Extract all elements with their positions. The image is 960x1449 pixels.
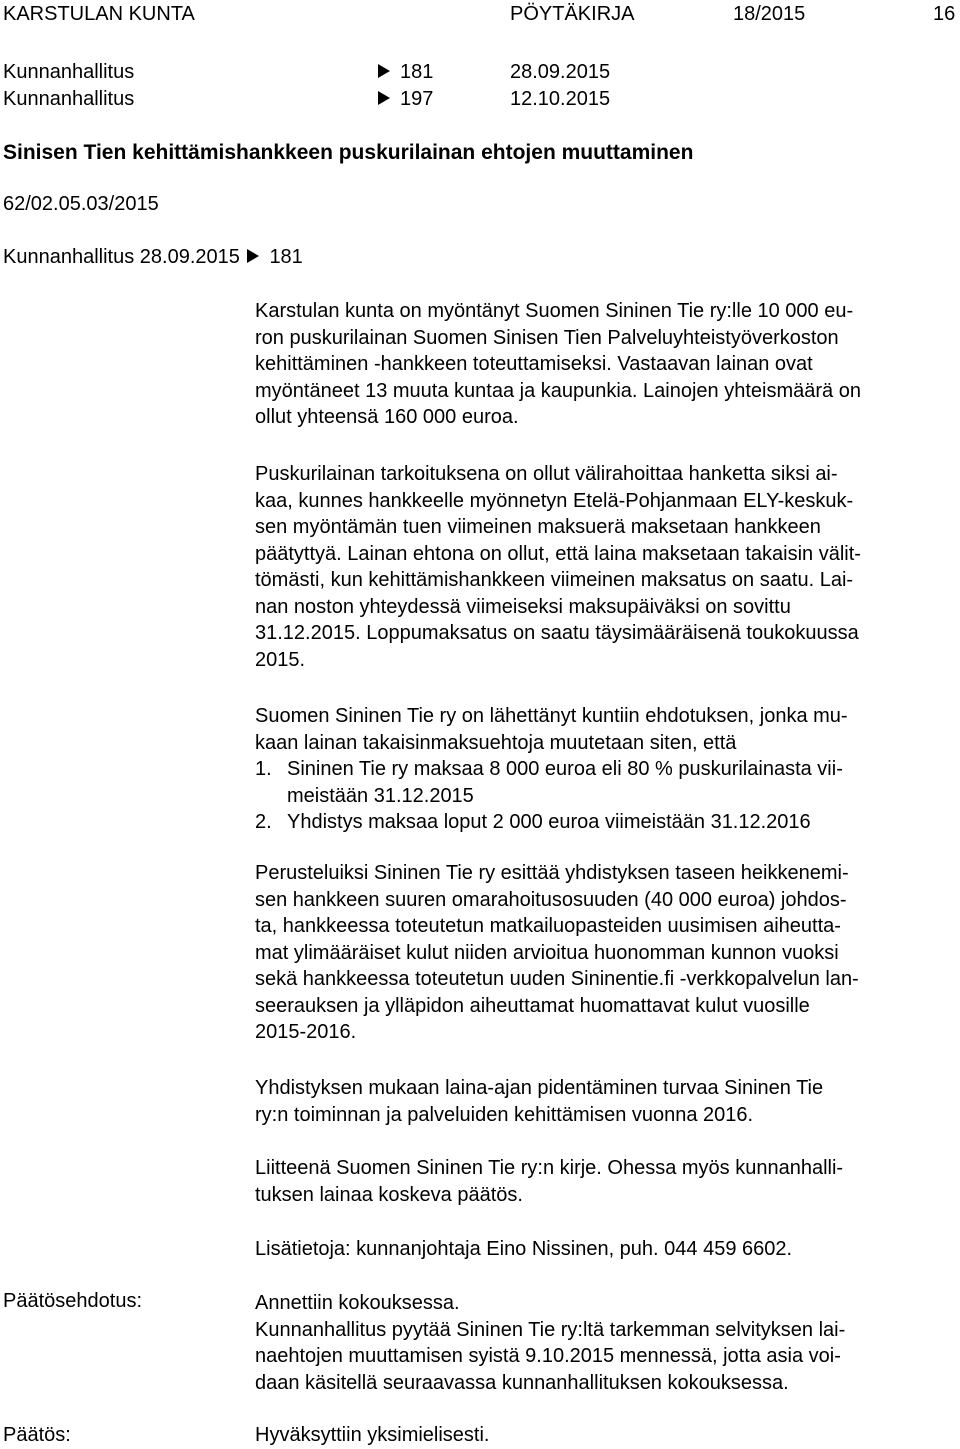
paragraph-7: Lisätietoja: kunnanjohtaja Eino Nissinen, puh. 044 459 6602. xyxy=(255,1238,793,1260)
list-item: 1. Sininen Tie ry maksaa 8 000 euroa eli 80 % puskurilainasta vii- meistään 31.12.2015 xyxy=(255,758,843,807)
document-title: Sinisen Tien kehittämishankkeen puskurilainan ehtojen muuttaminen xyxy=(3,141,694,164)
reference-number: 62/02.05.03/2015 xyxy=(3,193,159,215)
header-page-number: 16 xyxy=(933,3,956,25)
header-doc-number: 18/2015 xyxy=(733,3,806,25)
meeting-section: 197 xyxy=(378,88,433,111)
proposal-label: Päätösehdotus: xyxy=(3,1290,142,1312)
paragraph-2: Puskurilainan tarkoituksena on ollut välirahoittaa hanketta siksi ai- kaa, kunnes hankkeelle myönnetyn Etelä-Pohjanmaan ELY-keskuk- sen myöntämän tuen viimeinen maksuerä maksetaan hankkeen päätyttyä. Lainan ehtona on ollut, että laina maksetaan takaisin välit- tömästi, kun kehittämishankkeen viimeinen maksatus on saatu. Lai- nan noston yhteydessä viimeiseksi maksupäiväksi on sovittu 31.12.2015. Loppumaksatus on saatu täysimääräisenä toukokuussa 2015. xyxy=(255,463,861,671)
section-arrow-icon xyxy=(247,249,259,263)
section-arrow-icon xyxy=(378,91,390,105)
paragraph-3: Suomen Sininen Tie ry on lähettänyt kuntiin ehdotuksen, jonka mu- kaan lainan takaisinmaksuehtoja muutetaan siten, että 1. Sininen Tie ry maksaa 8 000 euroa eli 80 % puskurilainasta vii- meistään 31.12.2015 2. Yhdistys maksaa loput 2 000 euroa viimeistään 31.12.2016 xyxy=(255,703,955,836)
section-arrow-icon xyxy=(378,64,390,78)
paragraph-6: Liitteenä Suomen Sininen Tie ry:n kirje. Ohessa myös kunnanhalli- tuksen lainaa koskeva päätös. xyxy=(255,1157,844,1206)
meeting-date: 12.10.2015 xyxy=(510,88,611,110)
header-doc-type: PÖYTÄKIRJA xyxy=(510,3,635,25)
proposal-text: Annettiin kokouksessa. Kunnanhallitus pyytää Sininen Tie ry:ltä tarkemman selvityksen lai- naehtojen muuttamisen syistä 9.10.2015 mennessä, jotta asia voi- daan käsitellä seuraavassa kunnanhallituksen kokouksessa. xyxy=(255,1292,846,1394)
meeting-section: 181 xyxy=(378,61,433,84)
decision-text: Hyväksyttiin yksimielisesti. xyxy=(255,1424,490,1446)
decision-label: Päätös: xyxy=(3,1424,71,1446)
header-municipality: KARSTULAN KUNTA xyxy=(3,3,195,25)
list-item: 2. Yhdistys maksaa loput 2 000 euroa viimeistään 31.12.2016 xyxy=(255,811,811,833)
section-header: Kunnanhallitus 28.09.2015 181 xyxy=(3,246,303,268)
paragraph-1: Karstulan kunta on myöntänyt Suomen Sininen Tie ry:lle 10 000 eu- ron puskurilainan Suomen Sinisen Tien Palveluyhteistyöverkoston kehittäminen -hankkeen toteuttamiseksi. Vastaavan lainan ovat myöntäneet 13 muuta kuntaa ja kaupunkia. Lainojen yhteismäärä on ollut yhteensä 160 000 euroa. xyxy=(255,300,861,428)
paragraph-4: Perusteluiksi Sininen Tie ry esittää yhdistyksen taseen heikkenemi- sen hankkeen suuren omarahoitusosuuden (40 000 euroa) johdos- ta, hankkeessa toteutetun matkailuopasteiden uusimisen aiheutta- mat ylimääräiset kulut niiden arvioitua huonomman kunnon vuoksi sekä hankkeessa toteutetun uuden Sininentie.fi -verkkopalvelun lan- seerauksen ja ylläpidon aiheuttamat huomattavat kulut vuosille 2015-2016. xyxy=(255,862,859,1043)
meeting-body: Kunnanhallitus xyxy=(3,61,135,83)
paragraph-5: Yhdistyksen mukaan laina-ajan pidentäminen turvaa Sininen Tie ry:n toiminnan ja palveluiden kehittämisen vuonna 2016. xyxy=(255,1077,824,1126)
meeting-body: Kunnanhallitus xyxy=(3,88,135,110)
meeting-date: 28.09.2015 xyxy=(510,61,611,83)
